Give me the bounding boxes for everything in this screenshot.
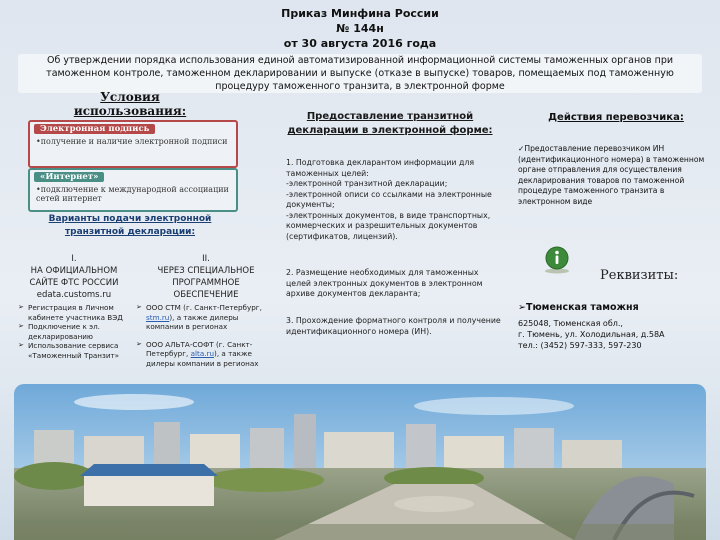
customs-phone: тел.: (3452) 597-333, 597-230 <box>518 341 642 350</box>
middle-step2: 2. Размещение необходимых для таможенных целей электронных документов в электронном архиве документов декларанта; <box>286 268 483 298</box>
list-item: ➢ ООО СТМ (г. Санкт-Петербург, stm.ru), а также дилеры компании в регионах <box>136 303 266 332</box>
conditions-title: Условия использования: <box>73 90 187 118</box>
option1-num: I. <box>71 254 77 264</box>
order-number: № 144н <box>336 22 384 35</box>
option1-site[interactable]: edata.customs.ru <box>36 290 112 300</box>
option1-line2: САЙТЕ ФТС РОССИИ <box>29 278 119 288</box>
option1-line1: НА ОФИЦИАЛЬНОМ <box>30 266 118 276</box>
list-item: ➢ ООО АЛЬТА-СОФТ (г. Санкт-Петербург, alta.ru), а также дилеры компании в регионах <box>136 340 266 369</box>
stm-link[interactable]: stm.ru <box>146 312 170 322</box>
middle-step1: 1. Подготовка декларантом информации для таможенных целей: -электронной транзитной декларации; -электронной описи со ссылками на электронные документы; -электронных документов, в виде транспортных, коммерческих и разрешительных документов (сертификатов, лицензий). <box>286 158 492 241</box>
list-item: ➢ Подключение к эл. декларированию <box>18 322 128 341</box>
carrier-title: Действия перевозчика: <box>548 112 684 123</box>
option1-heading <box>18 253 130 301</box>
esign-body: •получение и наличие электронной подписи <box>36 137 228 146</box>
middle-title: Предоставление транзитной декларации в электронной форме: <box>287 111 493 136</box>
list-item: ➢ Использование сервиса «Таможенный Транзит» <box>18 341 128 360</box>
option2-list <box>136 303 266 368</box>
carrier-body: ✓Предоставление перевозчиком ИН (идентификационного номера) в таможенном органе отправления для осуществления декларирования товаров по таможенной процедуре таможенного транзита в электронном виде <box>518 144 705 206</box>
option2-line2: ПРОГРАММНОЕ <box>172 278 240 288</box>
city-illustration <box>14 384 706 540</box>
order-title-line1: Приказ Минфина России <box>281 7 439 20</box>
list-item: ➢ Регистрация в Личном кабинете участника ВЭД <box>18 303 128 322</box>
customs-name: ➢Тюменская таможня <box>518 302 639 313</box>
internet-body: •подключение к международной ассоциации сетей интернет <box>36 185 229 203</box>
internet-box <box>28 168 238 212</box>
city-photo <box>14 384 706 540</box>
option1-list <box>18 303 128 360</box>
esign-title: Электронная подпись <box>34 124 155 134</box>
alta-link[interactable]: alta.ru <box>190 349 215 358</box>
info-icon <box>542 244 572 274</box>
order-subtitle: Об утверждении порядка использования единой автоматизированной информационной системы таможенных органов при таможенном контроле, таможенном декларировании и выпуске (отказе в выпуске) товаров, помещаемых под таможенную процедуру таможенного транзита, в электронной форме <box>18 54 702 93</box>
option2-line1: ЧЕРЕЗ СПЕЦИАЛЬНОЕ <box>157 266 255 276</box>
order-date: от 30 августа 2016 года <box>283 37 437 50</box>
internet-title: «Интернет» <box>34 172 104 182</box>
middle-step3: 3. Прохождение форматного контроля и получение идентификационного номера (ИН). <box>286 316 501 336</box>
requisites-title: Реквизиты: <box>600 268 679 283</box>
option2-line3: ОБЕСПЕЧЕНИЕ <box>173 290 239 300</box>
esign-box <box>28 120 238 168</box>
variants-title: Варианты подачи электронной транзитной декларации: <box>48 214 212 237</box>
option2-num: II. <box>202 254 210 264</box>
customs-address: 625048, Тюменская обл., г. Тюмень, ул. Холодильная, д.58А тел.: (3452) 597-333, 597-230 <box>518 318 708 351</box>
option2-heading <box>146 253 266 301</box>
order-title <box>0 6 720 51</box>
